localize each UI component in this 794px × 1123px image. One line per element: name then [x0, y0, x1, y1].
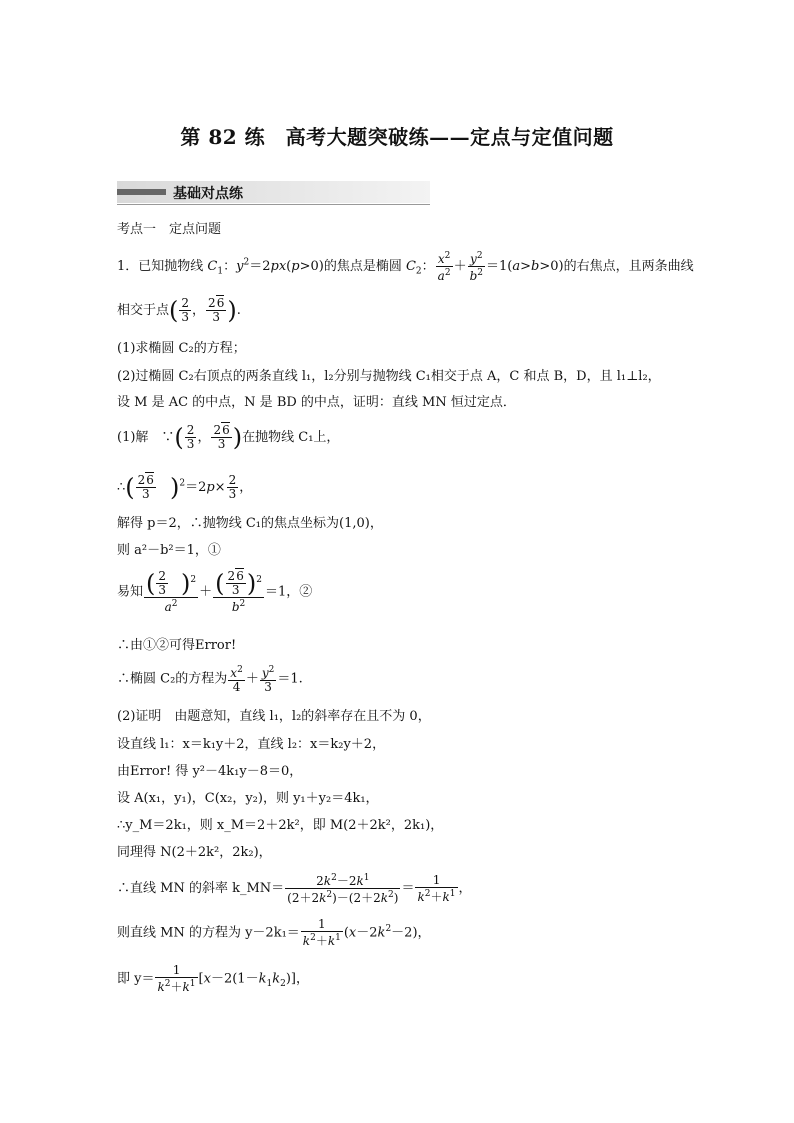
- problem-text-c: 的右焦点，且两条曲线: [563, 259, 694, 274]
- solution-line-4: 则 a²－b²＝1，①: [117, 543, 221, 558]
- solution-text-5a: 易知: [117, 584, 144, 600]
- solution-text-15a: 则直线 MN 的方程为 y－2k₁＝: [117, 925, 300, 941]
- question-2-line-1: (2)过椭圆 C₂右顶点的两条直线 l₁，l₂分别与抛物线 C₁相交于点 A，C 和点 B，D，且 l₁⊥l₂，: [117, 369, 661, 384]
- problem-line-1: 1．已知抛物线 $C_1$：$y^2=2px(p>0)$的焦点是椭圆 $C_2$： $\frac{x^2}{a^2}$ ＋ $\frac{y^2}{b^2}$ ＝1(a>b>0)的右焦点，且两条曲线: [117, 251, 694, 283]
- problem-text-a: 1．已知抛物线: [117, 259, 204, 274]
- solution-text-16a: 即 y＝: [117, 971, 155, 987]
- solution-text-1a: (1)解 ∵: [117, 430, 175, 445]
- solution-text-1b: 在抛物线 C₁上，: [242, 430, 340, 445]
- solution-line-6: ∴由①②可得Error!: [117, 638, 237, 653]
- solution-line-11: 设 A(x₁，y₁)，C(x₂，y₂)，则 y₁＋y₂＝4k₁，: [117, 791, 379, 806]
- problem-text-b: 的焦点是椭圆: [323, 259, 402, 274]
- solution-line-15: 则直线 MN 的方程为 y－2k₁＝ $\frac{1}{k^2+k^1}$ $(x-2k^2-2)$，: [117, 917, 431, 948]
- solution-line-13: 同理得 N(2＋2k²，2k₂)，: [117, 845, 272, 860]
- solution-line-14: ∴直线 MN 的斜率 k_MN＝ $\frac{2k^2-2k^1}{(2+2k^2)-(2+2k^2)}$ ＝ $\frac{1}{k^2+k^1}$ ，: [117, 872, 472, 905]
- solution-line-1: (1)解 ∵( $\frac{2}{3}$ ， $\frac{26}{3}$ )在抛物线 C₁上，: [117, 423, 340, 452]
- section-bar-accent: [117, 189, 166, 195]
- topic-heading: 考点一 定点问题: [117, 222, 222, 237]
- problem-line-2: 相交于点( $\frac{2}{3}$ ， $\frac{26}{3}$ ).: [117, 296, 241, 325]
- solution-line-10: 由Error! 得 y²－4k₁y－8＝0，: [117, 764, 303, 779]
- solution-line-3: 解得 p＝2，∴抛物线 C₁的焦点坐标为(1,0)，: [117, 516, 383, 531]
- solution-text-7a: ∴椭圆 C₂的方程为: [117, 671, 228, 687]
- solution-text-14a: ∴直线 MN 的斜率 k_MN＝: [117, 881, 285, 896]
- question-1: (1)求椭圆 C₂的方程；: [117, 341, 246, 356]
- solution-line-5: 易知 ( $\frac{2}{3}$ )$^2$ $a^2$ ＋ ( $\frac{26}{3}$ )$^2$ $b^2$ ＝1，②: [117, 569, 313, 614]
- solution-line-16: 即 y＝ $\frac{1}{k^2+k^1}$ $[x-2(1-k_1k_2)]$，: [117, 963, 309, 994]
- section-label: 基础对点练: [173, 186, 243, 202]
- solution-line-9: 设直线 l₁：x＝k₁y＋2，直线 l₂：x＝k₂y＋2，: [117, 737, 386, 752]
- solution-line-8: (2)证明 由题意知，直线 l₁，l₂的斜率存在且不为 0，: [117, 709, 431, 724]
- page-title: 第 82 练 高考大题突破练——定点与定值问题: [180, 125, 614, 149]
- section-rule: [117, 204, 430, 205]
- question-2-line-2: 设 M 是 AC 的中点，N 是 BD 的中点，证明：直线 MN 恒过定点．: [117, 395, 516, 410]
- solution-line-12: ∴y_M＝2k₁，则 x_M＝2＋2k²，即 M(2＋2k²，2k₁)，: [117, 818, 444, 833]
- solution-line-2: ∴( $\frac{26}{3}$ )$^2$＝2p× $\frac{2}{3}$ ，: [117, 473, 253, 502]
- solution-text-5b: ＝1，②: [264, 584, 313, 600]
- section-header: [117, 181, 430, 203]
- problem-text-d: 相交于点: [117, 303, 170, 318]
- solution-line-7: ∴椭圆 C₂的方程为 $\frac{x^2}{4}$ ＋ $\frac{y^2}{3}$ ＝1.: [117, 665, 303, 694]
